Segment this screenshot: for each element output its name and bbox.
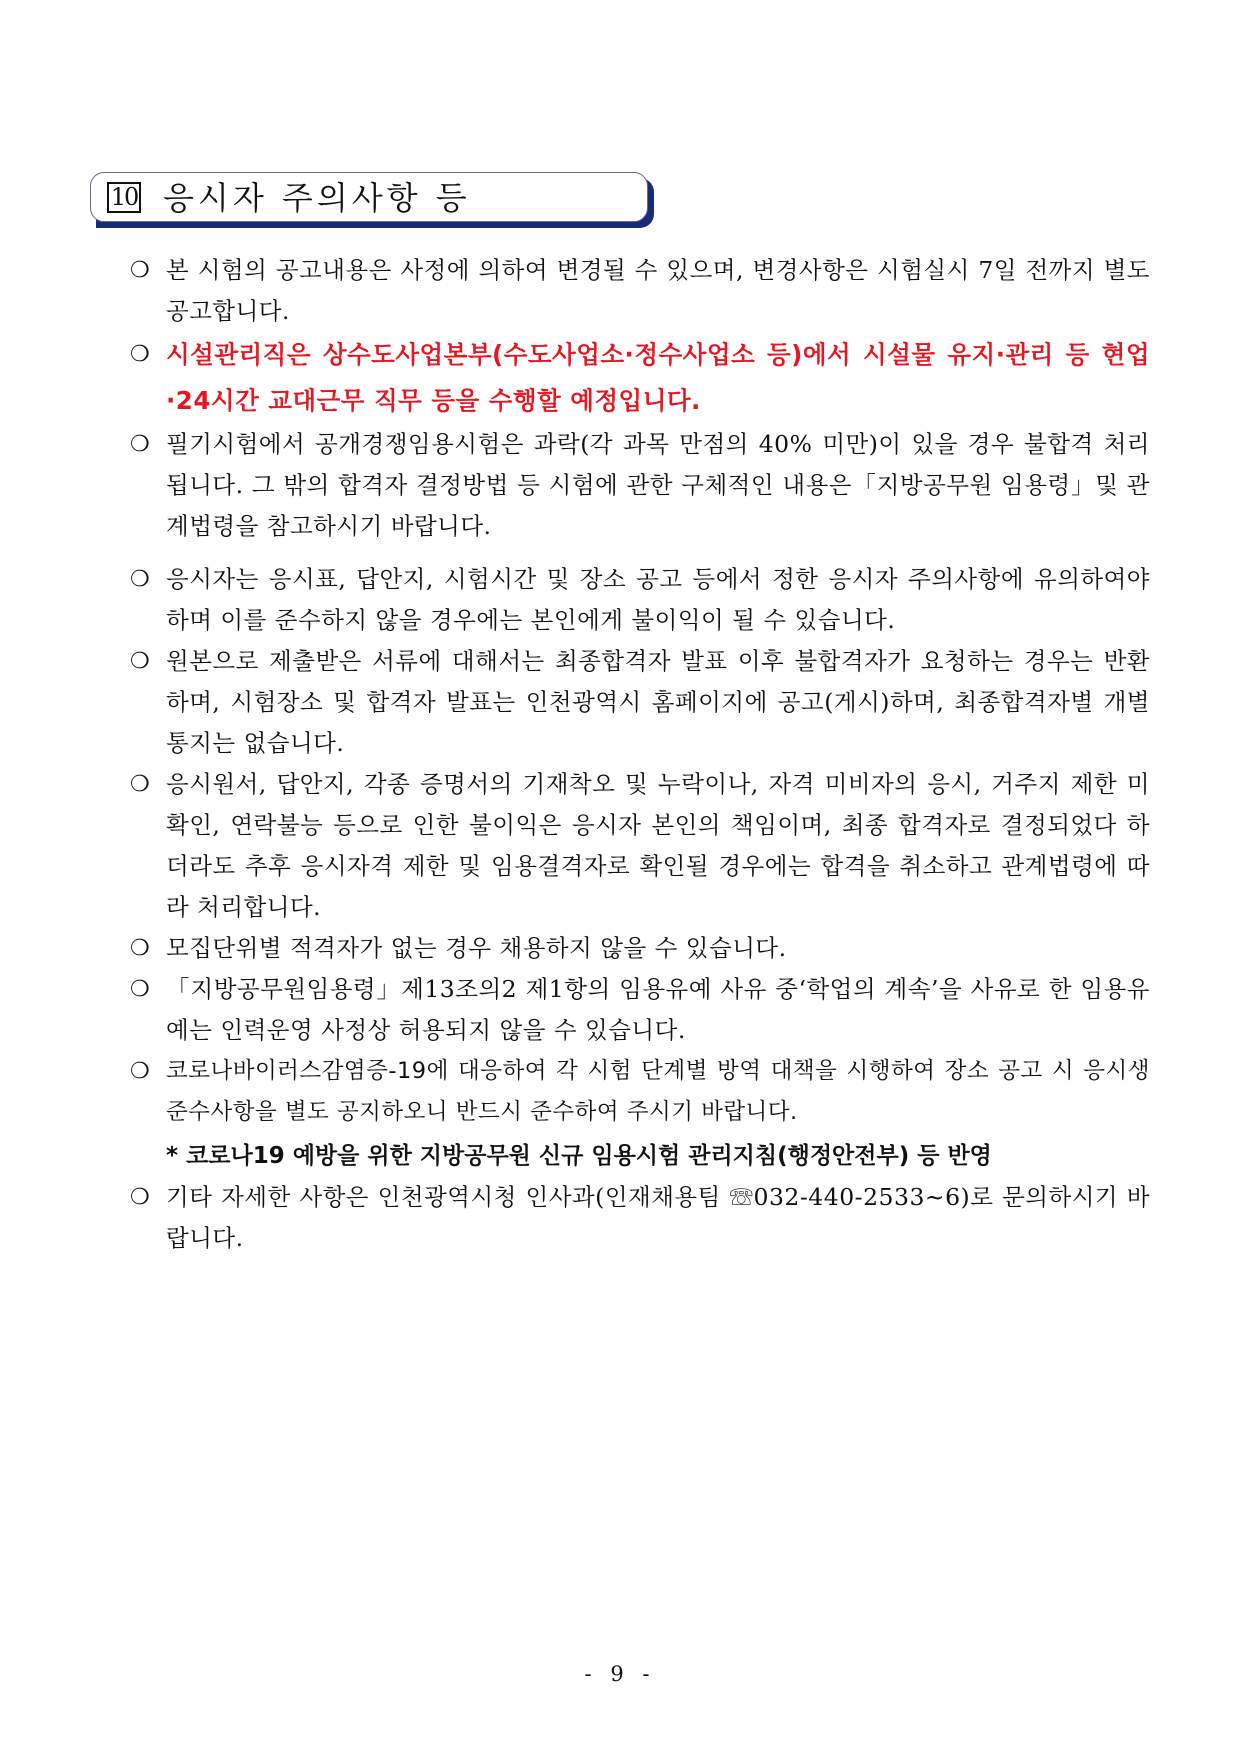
- notice-text: 응시자는 응시표, 답안지, 시험시간 및 장소 공고 등에서 정한 응시자 주의사항에 유의하여야 하며 이를 준수하지 않을 경우에는 본인에게 불이익이 될 수 있습니다.: [166, 565, 1150, 634]
- notice-text: 모집단위별 적격자가 없는 경우 채용하지 않을 수 있습니다.: [166, 934, 787, 962]
- section-title: 응시자 주의사항 등: [163, 179, 471, 217]
- covid-guideline-note: * 코로나19 예방을 위한 지방공무원 신규 임용시험 관리지침(행정안전부) 등 반영: [166, 1143, 992, 1169]
- circle-bullet-icon: ❍: [130, 977, 151, 1002]
- section-number: 10: [107, 182, 141, 213]
- circle-bullet-icon: ❍: [130, 432, 151, 457]
- page-number: - 9 -: [584, 1662, 656, 1686]
- circle-bullet-icon: ❍: [130, 936, 151, 961]
- circle-bullet-icon: ❍: [130, 1059, 151, 1084]
- notice-text-emphasis: 시설관리직은 상수도사업본부(수도사업소·정수사업소 등)에서 시설물 유지·관리 등 현업·24시간 교대근무 직무 등을 수행할 예정입니다.: [166, 340, 1150, 415]
- notice-text: 「지방공무원임용령」제13조의2 제1항의 임용유예 사유 중‘학업의 계속’을 사유로 한 임용유예는 인력운영 사정상 허용되지 않을 수 있습니다.: [166, 975, 1150, 1044]
- circle-bullet-icon: ❍: [130, 772, 151, 797]
- notice-text: 응시원서, 답안지, 각종 증명서의 기재착오 및 누락이나, 자격 미비자의 응시, 거주지 제한 미확인, 연락불능 등으로 인한 불이익은 응시자 본인의 책임이며, 최종 합격자로 결정되었다 하더라도 추후 응시자격 제한 및 임용결격자로 확인될 경우에는 합격을 취소하고 관계법령에 따라 처리합니다.: [166, 770, 1150, 921]
- circle-bullet-icon: ❍: [130, 342, 151, 367]
- circle-bullet-icon: ❍: [130, 258, 151, 283]
- section-header: [90, 172, 648, 222]
- notice-item-schedule-change: [130, 250, 1150, 332]
- section-header-box: [90, 172, 648, 222]
- notice-item-applicant-responsibility: [130, 764, 1150, 928]
- notice-item-facility-duty: [130, 332, 1150, 424]
- notice-item-cutoff: [130, 424, 1150, 547]
- circle-bullet-icon: ❍: [130, 649, 151, 674]
- notice-text: 기타 자세한 사항은 인천광역시청 인사과(인재채용팀 ☏032-440-2533~6)로 문의하시기 바랍니다.: [166, 1183, 1150, 1252]
- notice-text: 본 시험의 공고내용은 사정에 의하여 변경될 수 있으며, 변경사항은 시험실시 7일 전까지 별도 공고합니다.: [166, 256, 1150, 325]
- notice-item-covid: [130, 1051, 1150, 1133]
- notice-item-contact: [130, 1177, 1150, 1259]
- notice-item-no-hire: [130, 928, 1150, 969]
- circle-bullet-icon: ❍: [130, 1185, 151, 1210]
- circle-bullet-icon: ❍: [130, 567, 151, 592]
- notice-item-deferment: [130, 969, 1150, 1051]
- notice-text: 코로나바이러스감염증-19에 대응하여 각 시험 단계별 방역 대책을 시행하여 장소 공고 시 응시생 준수사항을 별도 공지하오니 반드시 준수하여 주시기 바랍니다.: [166, 1058, 1150, 1125]
- notice-text: 필기시험에서 공개경쟁임용시험은 과락(각 과목 만점의 40% 미만)이 있을 경우 불합격 처리됩니다. 그 밖의 합격자 결정방법 등 시험에 관한 구체적인 내용은「지방공무원 임용령」및 관계법령을 참고하시기 바랍니다.: [166, 430, 1150, 540]
- notice-item-exam-rules: [130, 559, 1150, 641]
- notice-list: [130, 250, 1150, 1259]
- notice-item-documents-return: [130, 641, 1150, 764]
- notice-text: 원본으로 제출받은 서류에 대해서는 최종합격자 발표 이후 불합격자가 요청하는 경우는 반환하며, 시험장소 및 합격자 발표는 인천광역시 홈페이지에 공고(게시)하며, 최종합격자별 개별 통지는 없습니다.: [166, 647, 1150, 757]
